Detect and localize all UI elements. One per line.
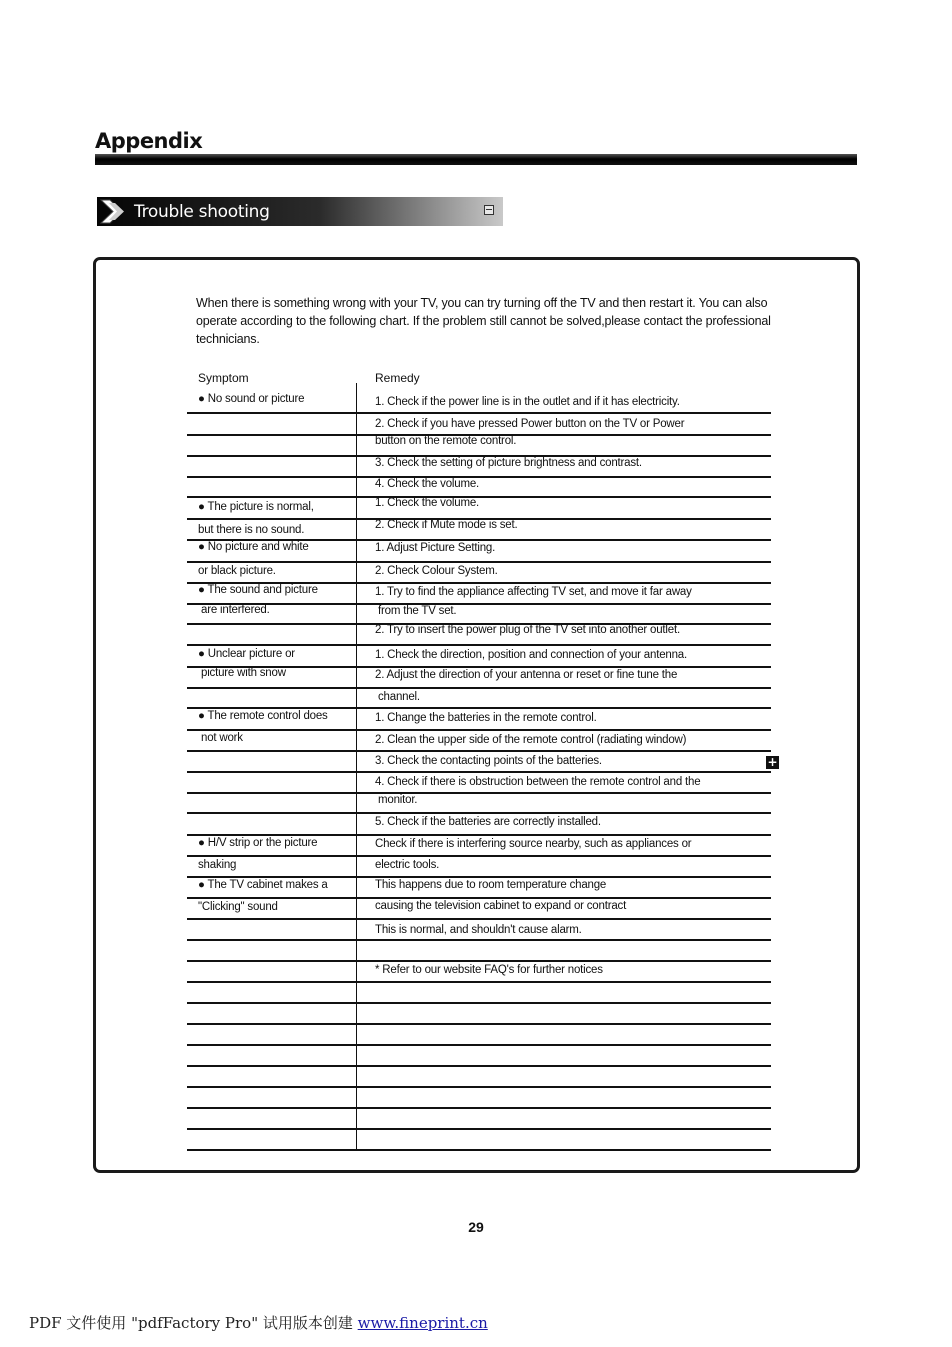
collapse-icon[interactable]	[484, 205, 494, 215]
row-line	[187, 729, 771, 731]
symptom-cell: "Clicking" sound	[198, 901, 278, 913]
symptom-cell: ● The sound and picture	[198, 584, 318, 596]
remedy-cell: Check if there is interfering source nearby, such as appliances or	[375, 838, 692, 850]
remedy-cell: 4. Check if there is obstruction between the remote control and the	[375, 776, 701, 788]
symptom-cell: not work	[201, 732, 243, 744]
plus-icon[interactable]: +	[767, 755, 778, 769]
row-line	[187, 1044, 771, 1046]
symptom-cell: shaking	[198, 859, 237, 871]
intro-text: When there is something wrong with your TV, you can try turning off the TV and then restart it. You can also operate according to the following chart. If the problem still cannot be solved,please contact the professional technicians.	[196, 296, 771, 346]
row-line	[187, 561, 771, 563]
row-line	[187, 1128, 771, 1130]
row-line	[187, 1086, 771, 1088]
symptom-cell: are interfered.	[201, 604, 270, 616]
symptom-cell: ● The picture is normal,	[198, 501, 314, 513]
remedy-cell: This is normal, and shouldn't cause alarm.	[375, 924, 582, 936]
row-line	[187, 750, 771, 752]
remedy-cell: button on the remote control.	[375, 435, 517, 447]
footer	[29, 1312, 488, 1333]
footer-text: PDF 文件使用 "pdfFactory Pro" 试用版本创建	[29, 1314, 358, 1332]
remedy-cell: 5. Check if the batteries are correctly installed.	[375, 816, 601, 828]
row-line	[187, 1002, 771, 1004]
page-number: 29	[468, 1219, 484, 1235]
remedy-cell: 4. Check the volume.	[375, 478, 480, 490]
remedy-cell: monitor.	[378, 794, 418, 806]
symptom-cell: ● H/V strip or the picture	[198, 837, 318, 849]
row-line	[187, 771, 771, 773]
row-line	[187, 792, 771, 794]
row-line	[187, 412, 771, 414]
remedy-cell: electric tools.	[375, 859, 440, 871]
symptom-cell: but there is no sound.	[198, 524, 305, 536]
remedy-cell: 1. Check the direction, position and connection of your antenna.	[375, 649, 687, 661]
row-line	[187, 981, 771, 983]
heading-rule	[95, 154, 857, 165]
remedy-column-header: Remedy	[375, 371, 420, 385]
symptom-cell: or black picture.	[198, 565, 276, 577]
symptom-cell: ● The remote control does	[198, 710, 328, 722]
symptom-cell: ● The TV cabinet makes a	[198, 879, 328, 891]
remedy-cell: * Refer to our website FAQ's for further notices	[375, 964, 603, 976]
row-line	[187, 1107, 771, 1109]
column-divider	[356, 383, 357, 1151]
remedy-cell: 1. Check if the power line is in the outlet and if it has electricity.	[375, 396, 680, 408]
remedy-cell: 2. Adjust the direction of your antenna or reset or fine tune the	[375, 669, 678, 681]
row-line	[187, 687, 771, 689]
remedy-cell: from the TV set.	[378, 605, 457, 617]
section-header-bar	[97, 197, 503, 226]
remedy-cell: causing the television cabinet to expand or contract	[375, 900, 627, 912]
row-line	[187, 1149, 771, 1151]
remedy-cell: This happens due to room temperature change	[375, 879, 607, 891]
symptom-cell: ● No picture and white	[198, 541, 309, 553]
symptom-column-header: Symptom	[198, 371, 249, 385]
row-line	[187, 812, 771, 814]
chevron-right-icon	[100, 199, 130, 224]
symptom-cell: picture with snow	[201, 667, 286, 679]
remedy-cell: 2. Try to insert the power plug of the TV set into another outlet.	[375, 624, 680, 636]
remedy-cell: 3. Check the setting of picture brightness and contrast.	[375, 457, 642, 469]
row-line	[187, 939, 771, 941]
remedy-cell: 2. Clean the upper side of the remote control (radiating window)	[375, 734, 687, 746]
row-line	[187, 1023, 771, 1025]
symptom-cell: ● Unclear picture or	[198, 648, 295, 660]
footer-link[interactable]: www.fineprint.cn	[357, 1314, 488, 1332]
remedy-cell: 1. Change the batteries in the remote control.	[375, 712, 597, 724]
remedy-cell: 1. Try to find the appliance affecting TV set, and move it far away	[375, 586, 692, 598]
symptom-cell: ● No sound or picture	[198, 393, 305, 405]
row-line	[187, 603, 771, 605]
remedy-cell: 2. Check Colour System.	[375, 565, 498, 577]
remedy-cell: 2. Check if Mute mode is set.	[375, 519, 518, 531]
section-title: Trouble shooting	[134, 202, 270, 222]
remedy-cell: channel.	[378, 691, 420, 703]
remedy-cell: 1. Check the volume.	[375, 497, 480, 509]
row-line	[187, 644, 771, 646]
remedy-cell: 2. Check if you have pressed Power button on the TV or Power	[375, 418, 685, 430]
remedy-cell: 3. Check the contacting points of the batteries.	[375, 755, 602, 767]
remedy-cell: 1. Adjust Picture Setting.	[375, 542, 496, 554]
row-line	[187, 1065, 771, 1067]
row-line	[187, 960, 771, 962]
row-line	[187, 855, 771, 857]
row-line	[187, 918, 771, 920]
page-heading: Appendix	[95, 129, 203, 153]
